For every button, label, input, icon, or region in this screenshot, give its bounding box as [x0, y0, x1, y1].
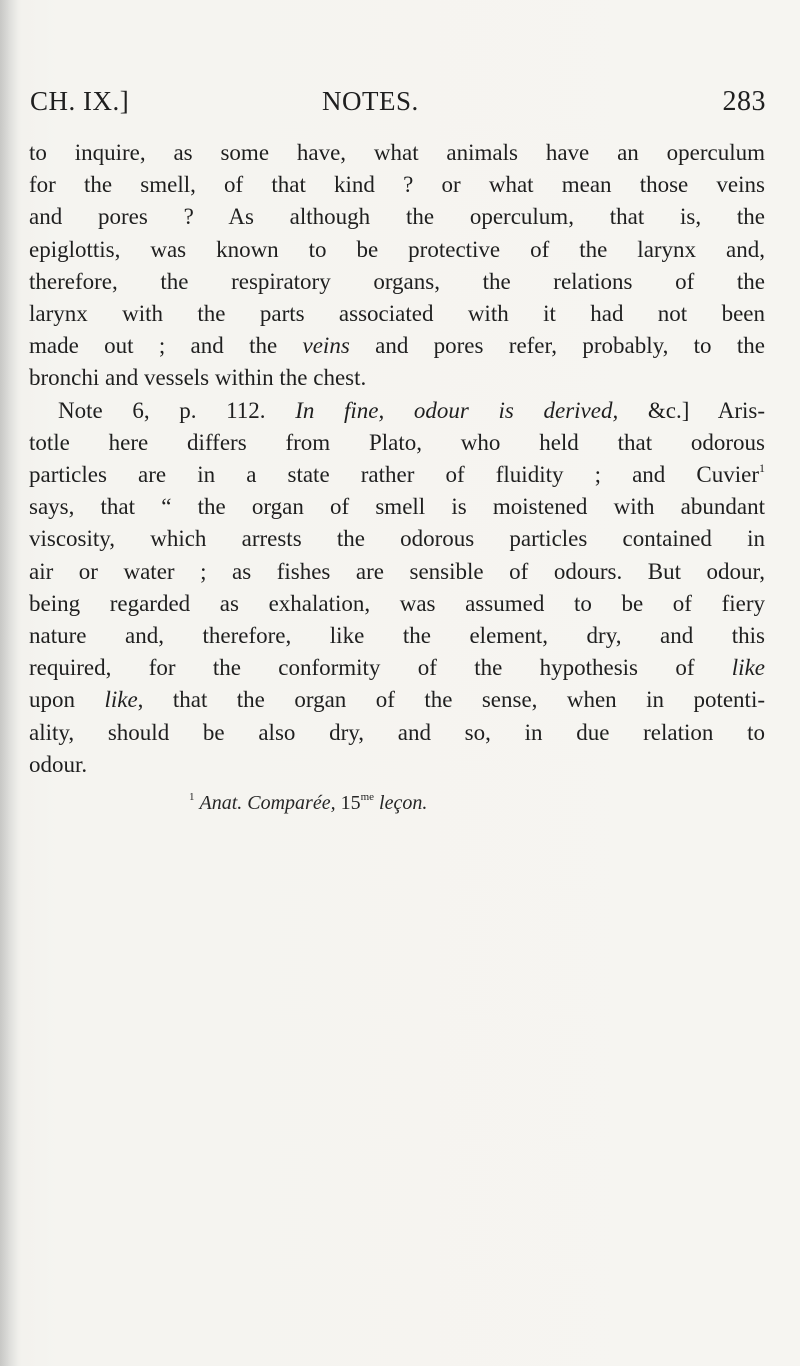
text-line: larynx with the parts associated with it had not been [29, 301, 765, 327]
text-run: upon [29, 687, 105, 713]
text-run: &c.] Aris- [618, 397, 766, 423]
text-line [29, 459, 765, 491]
text-line: bronchi and vessels within the chest. [29, 365, 367, 391]
text-line: and pores ? As although the operculum, that is, the [29, 204, 765, 230]
text-line [29, 330, 765, 362]
text-run: required, for the conformity of the hypothesis of [29, 655, 732, 681]
text-line: odour. [29, 751, 88, 777]
text-line: for the smell, of that kind ? or what mean those veins [29, 172, 765, 198]
footnote-number: 1 [189, 791, 195, 803]
text-line: epiglottis, was known to be protective of the larynx and, [29, 236, 765, 262]
header-title: NOTES. [322, 86, 419, 116]
chapter-label: CH. IX.] [30, 86, 130, 116]
footnote-marker: 1 [759, 461, 765, 476]
text-line: nature and, therefore, like the element, dry, and this [29, 623, 765, 649]
text-line: to inquire, as some have, what animals have an operculum [29, 140, 765, 165]
italic-quote: In fine, odour is derived, [295, 397, 619, 423]
text-line: ality, should be also dry, and so, in due relation to [29, 719, 765, 745]
text-run: , that the organ of the sense, when in potenti- [137, 687, 765, 713]
footnote-citation: Anat. Comparée, [199, 792, 336, 814]
footnote-ordinal: me [360, 791, 375, 803]
paragraph-2 [29, 395, 765, 781]
text-line: viscosity, which arrests the odorous particles contained in [29, 526, 765, 552]
text-run: and pores refer, probably, to the [349, 333, 765, 359]
italic-term: like [731, 655, 765, 681]
text-run: made out ; and the [29, 333, 303, 359]
paragraph-1 [29, 137, 765, 395]
text-line: air or water ; as fishes are sensible of odours. But odour, [29, 558, 765, 584]
text-line [29, 395, 765, 427]
text-line: being regarded as exhalation, was assumed to be of fiery [29, 590, 765, 616]
text-line [29, 684, 765, 716]
page-number: 283 [722, 86, 766, 117]
footnote [189, 792, 427, 815]
text-line: therefore, the respiratory organs, the relations of the [29, 268, 765, 294]
note-reference: Note 6, p. 112. [58, 397, 296, 423]
running-header [30, 86, 766, 126]
text-line: says, that “ the organ of smell is moistened with abundant [29, 494, 765, 520]
italic-term: like [104, 687, 138, 713]
text-line [29, 652, 765, 684]
body-text [29, 137, 765, 781]
text-run: particles are in a state rather of fluidity ; and Cuvier [29, 462, 759, 488]
footnote-lesson: leçon. [374, 792, 428, 814]
footnote-number-text: 15 [335, 792, 361, 814]
text-line: totle here differs from Plato, who held that odorous [29, 429, 765, 455]
italic-term: veins [302, 333, 350, 359]
